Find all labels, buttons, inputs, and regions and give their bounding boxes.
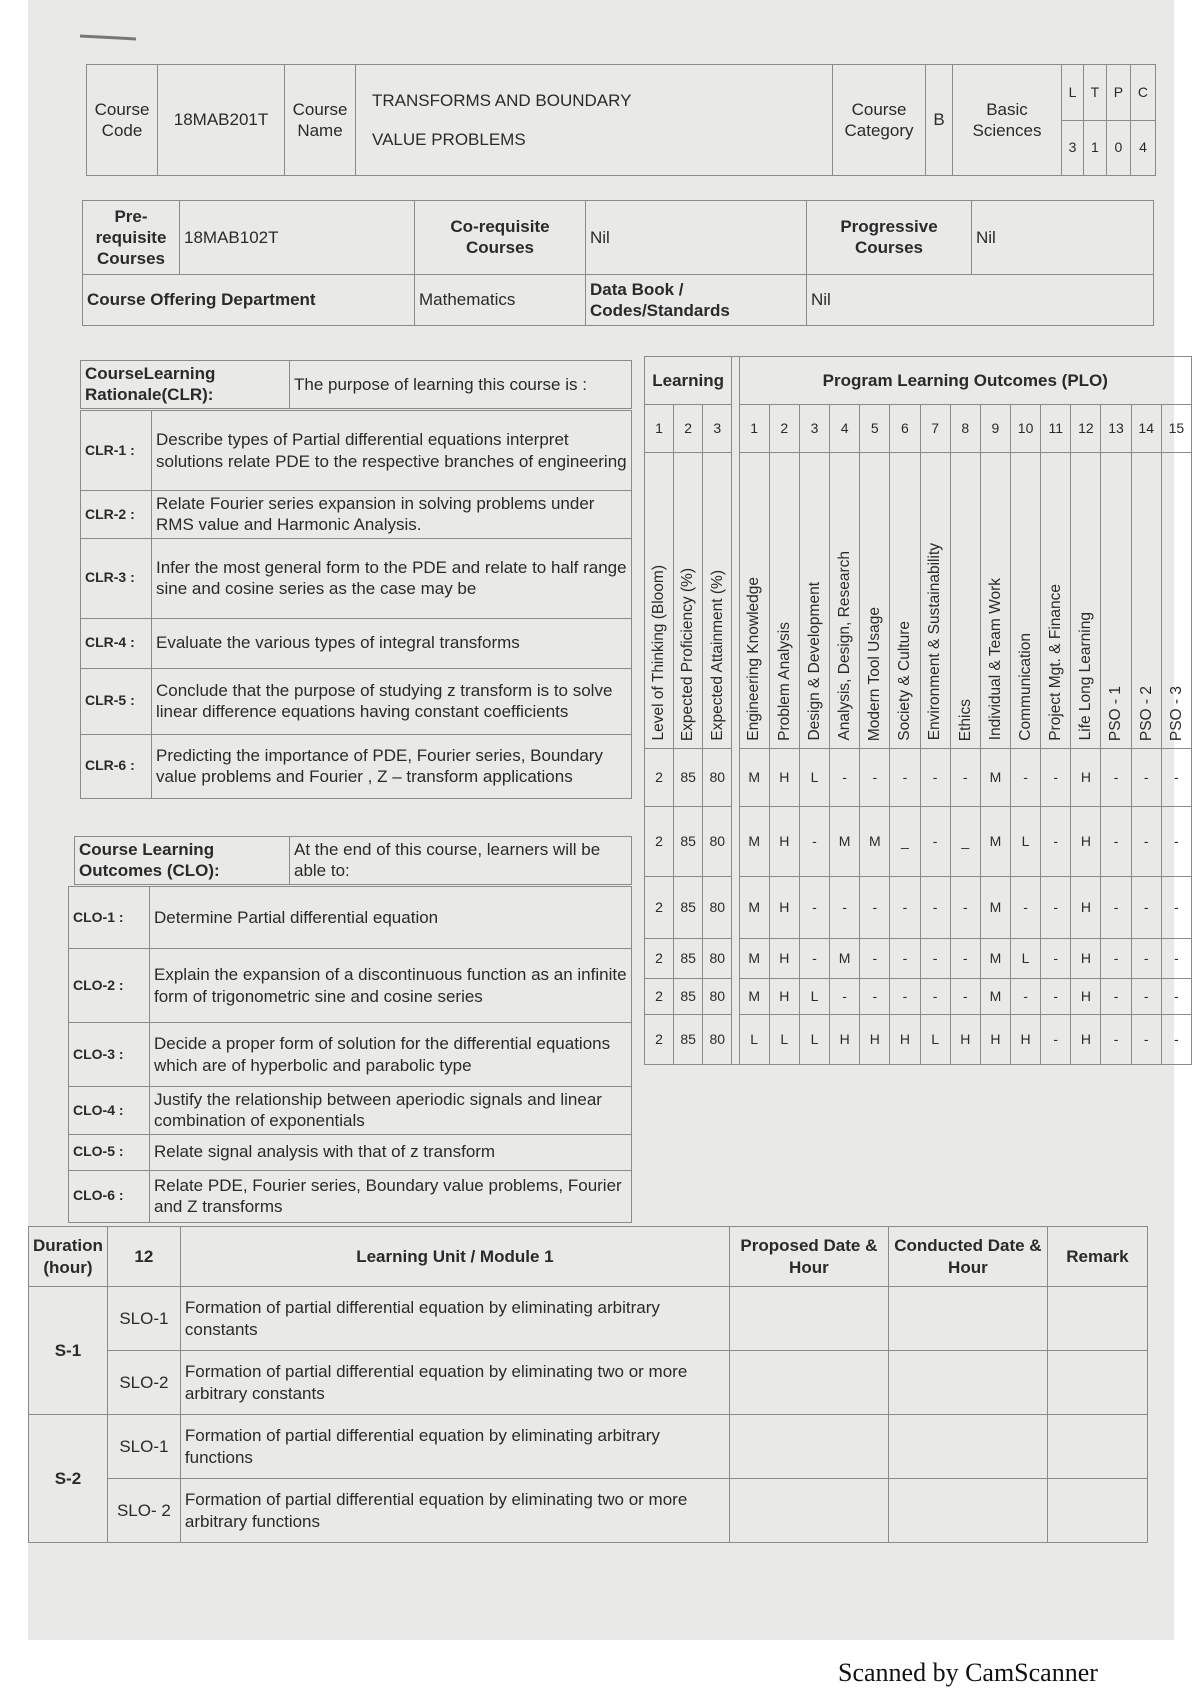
- clo-row: [69, 1023, 632, 1087]
- plo-value: H: [1071, 939, 1101, 979]
- plo-value: -: [950, 939, 980, 979]
- clr-code: CLR-3 :: [81, 538, 152, 618]
- learning-value: 80: [703, 939, 732, 979]
- plo-value: -: [920, 807, 950, 877]
- plo-number: 14: [1131, 405, 1161, 453]
- plo-value: L: [769, 1015, 799, 1065]
- clo-row: [69, 949, 632, 1023]
- clr-text: Predicting the importance of PDE, Fourier series, Boundary value problems and Fourier , Z – transform applications: [152, 734, 632, 798]
- plo-value: _: [890, 807, 920, 877]
- learning-header: [703, 453, 732, 749]
- learning-value: 80: [703, 979, 732, 1015]
- clo-heading-text: At the end of this course, learners will be able to:: [290, 837, 632, 885]
- plo-value: -: [920, 979, 950, 1015]
- plo-header: [830, 453, 860, 749]
- plo-header: [920, 453, 950, 749]
- proposed-date: [729, 1479, 888, 1543]
- plo-value: -: [920, 939, 950, 979]
- plo-number: 8: [950, 405, 980, 453]
- plo-value: -: [1041, 939, 1071, 979]
- plo-value: M: [980, 939, 1010, 979]
- plo-value: M: [980, 807, 1010, 877]
- ltpc-value-l: 3: [1062, 120, 1084, 176]
- learning-value: 85: [674, 877, 703, 939]
- clr-row: [81, 538, 632, 618]
- plo-value: -: [1131, 979, 1161, 1015]
- plo-value: M: [739, 979, 769, 1015]
- plo-value: L: [799, 749, 829, 807]
- learning-value: 85: [674, 939, 703, 979]
- session-label: S-1: [29, 1287, 108, 1415]
- remark: [1047, 1351, 1147, 1415]
- slo-row: [29, 1415, 1148, 1479]
- plo-value: H: [1011, 1015, 1041, 1065]
- learning-value: 2: [645, 979, 674, 1015]
- category-name: Basic Sciences: [953, 65, 1062, 176]
- learning-value: 80: [703, 807, 732, 877]
- course-code: 18MAB201T: [158, 65, 285, 176]
- clo-text: Relate signal analysis with that of z transform: [150, 1134, 632, 1170]
- conducted-date: [888, 1415, 1047, 1479]
- plo-value: -: [1161, 979, 1191, 1015]
- plo-value: -: [1131, 807, 1161, 877]
- remark-label: Remark: [1047, 1227, 1147, 1287]
- plo-value: H: [1071, 749, 1101, 807]
- conducted-date: [888, 1351, 1047, 1415]
- plo-value: M: [830, 807, 860, 877]
- plo-value: -: [830, 979, 860, 1015]
- plo-header: [1161, 453, 1191, 749]
- learning-value: 2: [645, 877, 674, 939]
- plo-value: -: [1041, 877, 1071, 939]
- ltpc-label-p: P: [1106, 65, 1130, 121]
- clo-code: CLO-2 :: [69, 949, 150, 1023]
- plo-value: -: [1131, 749, 1161, 807]
- plo-header-text: Project Mgt. & Finance: [1047, 583, 1065, 741]
- plo-header: [980, 453, 1010, 749]
- plo-value: -: [1131, 1015, 1161, 1065]
- plo-value: -: [1161, 749, 1191, 807]
- plo-value: -: [1041, 749, 1071, 807]
- plo-value: H: [1071, 979, 1101, 1015]
- clo-row: [69, 1087, 632, 1135]
- clr-code: CLR-4 :: [81, 618, 152, 668]
- plo-value: -: [1101, 749, 1131, 807]
- outcome-value-row: [645, 939, 1192, 979]
- plo-header-text: Environment & Sustainability: [926, 543, 944, 741]
- plo-header: [860, 453, 890, 749]
- proposed-date: [729, 1287, 888, 1351]
- learning-value: 2: [645, 807, 674, 877]
- plo-header-text: Individual & Team Work: [986, 578, 1004, 741]
- learning-value: 85: [674, 1015, 703, 1065]
- slo-text: Formation of partial differential equation by eliminating two or more arbitrary functions: [180, 1479, 729, 1543]
- plo-value: -: [1101, 807, 1131, 877]
- conducted-label: Conducted Date & Hour: [888, 1227, 1047, 1287]
- clr-text: Conclude that the purpose of studying z transform is to solve linear difference equations having constant coefficients: [152, 668, 632, 734]
- ltpc-value-t: 1: [1083, 120, 1106, 176]
- learning-value: 80: [703, 877, 732, 939]
- clr-row: [81, 734, 632, 798]
- ltpc-value-c: 4: [1130, 120, 1155, 176]
- plo-value: -: [920, 749, 950, 807]
- remark: [1047, 1287, 1147, 1351]
- clo-code: CLO-1 :: [69, 887, 150, 949]
- slo-label: SLO-1: [107, 1287, 180, 1351]
- slo-label: SLO-1: [107, 1415, 180, 1479]
- plo-value: H: [769, 979, 799, 1015]
- learning-header: [645, 453, 674, 749]
- progressive-value: Nil: [972, 201, 1154, 275]
- plo-header-text: PSO - 3: [1167, 685, 1185, 741]
- learning-value: 85: [674, 979, 703, 1015]
- clr-row: [81, 491, 632, 539]
- slo-label: SLO- 2: [107, 1479, 180, 1543]
- slo-text: Formation of partial differential equation by eliminating arbitrary functions: [180, 1415, 729, 1479]
- plo-value: M: [739, 877, 769, 939]
- slo-label: SLO-2: [107, 1351, 180, 1415]
- plo-header: [1101, 453, 1131, 749]
- plo-number: 11: [1041, 405, 1071, 453]
- plo-number: 13: [1101, 405, 1131, 453]
- clr-heading-text: The purpose of learning this course is :: [290, 361, 632, 409]
- plo-value: M: [739, 749, 769, 807]
- learning-value: 2: [645, 1015, 674, 1065]
- session-label: S-2: [29, 1415, 108, 1543]
- learning-value: 80: [703, 749, 732, 807]
- plo-header-text: PSO - 1: [1107, 685, 1125, 741]
- learning-group-label: Learning: [645, 357, 732, 405]
- clo-text: Decide a proper form of solution for the differential equations which are of hyperbolic and parabolic type: [150, 1023, 632, 1087]
- outcomes-group-row: [645, 357, 1192, 405]
- plo-header: [799, 453, 829, 749]
- plo-number: 7: [920, 405, 950, 453]
- learning-header-text: Level of Thinking (Bloom): [650, 565, 668, 741]
- plo-number: 12: [1071, 405, 1101, 453]
- course-category-label: Course Category: [833, 65, 926, 176]
- conducted-date: [888, 1479, 1047, 1543]
- plo-value: L: [799, 1015, 829, 1065]
- plo-value: L: [799, 979, 829, 1015]
- plo-header: [769, 453, 799, 749]
- plo-value: -: [1041, 1015, 1071, 1065]
- plo-value: -: [890, 749, 920, 807]
- plo-value: H: [769, 877, 799, 939]
- learning-value: 85: [674, 807, 703, 877]
- slo-row: [29, 1287, 1148, 1351]
- outcomes-number-row: [645, 405, 1192, 453]
- plo-value: H: [950, 1015, 980, 1065]
- plo-value: -: [830, 749, 860, 807]
- plo-value: L: [1011, 939, 1041, 979]
- duration-label: Duration (hour): [29, 1227, 108, 1287]
- plo-value: -: [1131, 877, 1161, 939]
- slo-text: Formation of partial differential equation by eliminating arbitrary constants: [180, 1287, 729, 1351]
- plo-value: -: [1161, 877, 1191, 939]
- outcomes-table: [644, 356, 1192, 1065]
- plo-value: -: [950, 749, 980, 807]
- plo-value: -: [890, 979, 920, 1015]
- category-code: B: [926, 65, 953, 176]
- plo-header-text: Ethics: [956, 698, 974, 741]
- plo-header-text: Modern Tool Usage: [866, 606, 884, 741]
- plo-value: H: [1071, 807, 1101, 877]
- clo-code: CLO-5 :: [69, 1134, 150, 1170]
- plo-header-text: Communication: [1016, 633, 1034, 741]
- plo-number: 3: [799, 405, 829, 453]
- coreq-label: Co-requisite Courses: [415, 201, 586, 275]
- proposed-date: [729, 1415, 888, 1479]
- ltpc-label-c: C: [1130, 65, 1155, 121]
- learning-value: 85: [674, 749, 703, 807]
- plo-value: -: [860, 979, 890, 1015]
- plo-value: M: [980, 749, 1010, 807]
- scanned-page: [28, 0, 1185, 1640]
- pen-mark: [80, 35, 136, 41]
- plo-header: [739, 453, 769, 749]
- course-name: [356, 65, 833, 176]
- plo-value: -: [1101, 1015, 1131, 1065]
- plo-number: 2: [769, 405, 799, 453]
- clo-text: Justify the relationship between aperiodic signals and linear combination of exponentials: [150, 1087, 632, 1135]
- plo-value: -: [950, 979, 980, 1015]
- learning-header-text: Expected Attainment (%): [708, 570, 726, 741]
- plo-value: M: [860, 807, 890, 877]
- slo-row: [29, 1479, 1148, 1543]
- module-header-row: [29, 1227, 1148, 1287]
- learning-value: 2: [645, 749, 674, 807]
- learning-header-text: Expected Proficiency (%): [679, 567, 697, 741]
- coreq-value: Nil: [586, 201, 807, 275]
- course-header-table: [86, 64, 1156, 176]
- plo-header-text: PSO - 2: [1137, 685, 1155, 741]
- clo-code: CLO-6 :: [69, 1170, 150, 1222]
- clo-text: Explain the expansion of a discontinuous function as an infinite form of trigonometric sine and cosine series: [150, 949, 632, 1023]
- plo-value: H: [860, 1015, 890, 1065]
- plo-value: H: [890, 1015, 920, 1065]
- dept-label: Course Offering Department: [83, 274, 415, 325]
- learning-number: 2: [674, 405, 703, 453]
- plo-header: [950, 453, 980, 749]
- outcome-value-row: [645, 877, 1192, 939]
- plo-value: -: [860, 877, 890, 939]
- plo-value: -: [830, 877, 860, 939]
- plo-value: H: [769, 749, 799, 807]
- plo-header-text: Design & Development: [805, 582, 823, 741]
- unit-label: Learning Unit / Module 1: [180, 1227, 729, 1287]
- learning-value: 80: [703, 1015, 732, 1065]
- scanner-footer: Scanned by CamScanner: [838, 1658, 1098, 1687]
- plo-value: -: [1011, 979, 1041, 1015]
- clo-heading-label: Course Learning Outcomes (CLO):: [75, 837, 290, 885]
- plo-header-text: Analysis, Design, Research: [835, 551, 853, 741]
- plo-header: [1071, 453, 1101, 749]
- slo-text: Formation of partial differential equation by eliminating two or more arbitrary constants: [180, 1351, 729, 1415]
- plo-number: 15: [1161, 405, 1191, 453]
- outcome-value-row: [645, 807, 1192, 877]
- clr-row: [81, 411, 632, 491]
- ltpc-label-l: L: [1062, 65, 1084, 121]
- clr-row: [81, 618, 632, 668]
- databook-value: Nil: [807, 274, 1154, 325]
- prereq-label: Pre-requisite Courses: [83, 201, 180, 275]
- course-code-label: Course Code: [87, 65, 158, 176]
- plo-value: -: [890, 877, 920, 939]
- plo-value: -: [1161, 807, 1191, 877]
- proposed-date: [729, 1351, 888, 1415]
- plo-value: -: [1041, 979, 1071, 1015]
- plo-header: [890, 453, 920, 749]
- plo-number: 4: [830, 405, 860, 453]
- prereq-value: 18MAB102T: [180, 201, 415, 275]
- plo-number: 9: [980, 405, 1010, 453]
- plo-value: -: [1131, 939, 1161, 979]
- clo-row: [69, 1134, 632, 1170]
- plo-value: H: [830, 1015, 860, 1065]
- clo-row: [69, 1170, 632, 1222]
- ltpc-value-p: 0: [1106, 120, 1130, 176]
- plo-value: H: [769, 939, 799, 979]
- plo-value: H: [980, 1015, 1010, 1065]
- proposed-label: Proposed Date & Hour: [729, 1227, 888, 1287]
- plo-value: -: [799, 877, 829, 939]
- plo-value: -: [799, 939, 829, 979]
- plo-value: L: [920, 1015, 950, 1065]
- plo-number: 1: [739, 405, 769, 453]
- module-table: [28, 1226, 1148, 1543]
- learning-number: 3: [703, 405, 732, 453]
- clr-table: [80, 360, 632, 409]
- clr-row: [81, 668, 632, 734]
- plo-header: [1011, 453, 1041, 749]
- clr-text: Relate Fourier series expansion in solving problems under RMS value and Harmonic Analysis.: [152, 491, 632, 539]
- learning-header: [674, 453, 703, 749]
- plo-value: -: [1101, 979, 1131, 1015]
- plo-value: -: [920, 877, 950, 939]
- remark: [1047, 1479, 1147, 1543]
- learning-value: 2: [645, 939, 674, 979]
- clo-code: CLO-3 :: [69, 1023, 150, 1087]
- prerequisite-table: [82, 200, 1154, 326]
- plo-value: M: [980, 877, 1010, 939]
- outcome-value-row: [645, 749, 1192, 807]
- clr-text: Describe types of Partial differential equations interpret solutions relate PDE to the respective branches of engineering: [152, 411, 632, 491]
- clo-text: Determine Partial differential equation: [150, 887, 632, 949]
- databook-label: Data Book / Codes/Standards: [586, 274, 807, 325]
- clr-items-table: [80, 410, 632, 799]
- course-name-line2: VALUE PROBLEMS: [372, 130, 526, 149]
- plo-value: H: [1071, 1015, 1101, 1065]
- plo-value: L: [1011, 807, 1041, 877]
- progressive-label: Progressive Courses: [807, 201, 972, 275]
- clr-code: CLR-1 :: [81, 411, 152, 491]
- plo-value: H: [769, 807, 799, 877]
- plo-value: M: [739, 939, 769, 979]
- plo-header-text: Life Long Learning: [1077, 612, 1095, 741]
- clr-code: CLR-6 :: [81, 734, 152, 798]
- dept-value: Mathematics: [415, 274, 586, 325]
- remark: [1047, 1415, 1147, 1479]
- outcome-value-row: [645, 979, 1192, 1015]
- plo-number: 6: [890, 405, 920, 453]
- plo-value: L: [739, 1015, 769, 1065]
- plo-value: -: [1161, 939, 1191, 979]
- plo-value: -: [1041, 807, 1071, 877]
- plo-value: M: [739, 807, 769, 877]
- plo-value: M: [830, 939, 860, 979]
- course-name-label: Course Name: [285, 65, 356, 176]
- clo-row: [69, 887, 632, 949]
- clo-code: CLO-4 :: [69, 1087, 150, 1135]
- outcomes-header-row: [645, 453, 1192, 749]
- plo-number: 5: [860, 405, 890, 453]
- plo-header-text: Problem Analysis: [775, 621, 793, 741]
- conducted-date: [888, 1287, 1047, 1351]
- plo-value: -: [860, 749, 890, 807]
- plo-header: [1131, 453, 1161, 749]
- plo-value: H: [1071, 877, 1101, 939]
- plo-header-text: Society & Culture: [896, 621, 914, 741]
- plo-value: _: [950, 807, 980, 877]
- clo-items-table: [68, 886, 632, 1223]
- plo-value: -: [890, 939, 920, 979]
- plo-value: -: [950, 877, 980, 939]
- module-hours: 12: [107, 1227, 180, 1287]
- plo-header: [1041, 453, 1071, 749]
- clo-heading-table: [74, 836, 632, 885]
- plo-value: M: [980, 979, 1010, 1015]
- course-name-line1: TRANSFORMS AND BOUNDARY: [372, 90, 632, 110]
- plo-group-label: Program Learning Outcomes (PLO): [739, 357, 1191, 405]
- clr-text: Infer the most general form to the PDE and relate to half range sine and cosine series as the case may be: [152, 538, 632, 618]
- plo-value: -: [860, 939, 890, 979]
- slo-row: [29, 1351, 1148, 1415]
- clr-heading-label: CourseLearning Rationale(CLR):: [81, 361, 290, 409]
- plo-value: -: [1011, 749, 1041, 807]
- clr-text: Evaluate the various types of integral transforms: [152, 618, 632, 668]
- plo-value: -: [1101, 939, 1131, 979]
- outcome-value-row: [645, 1015, 1192, 1065]
- outcomes-gap: [732, 357, 739, 1065]
- plo-value: -: [799, 807, 829, 877]
- plo-value: -: [1011, 877, 1041, 939]
- plo-header-text: Engineering Knowledge: [745, 577, 763, 741]
- plo-number: 10: [1011, 405, 1041, 453]
- clr-code: CLR-5 :: [81, 668, 152, 734]
- clo-text: Relate PDE, Fourier series, Boundary value problems, Fourier and Z transforms: [150, 1170, 632, 1222]
- learning-number: 1: [645, 405, 674, 453]
- ltpc-label-t: T: [1083, 65, 1106, 121]
- clr-code: CLR-2 :: [81, 491, 152, 539]
- plo-value: -: [1161, 1015, 1191, 1065]
- plo-value: -: [1101, 877, 1131, 939]
